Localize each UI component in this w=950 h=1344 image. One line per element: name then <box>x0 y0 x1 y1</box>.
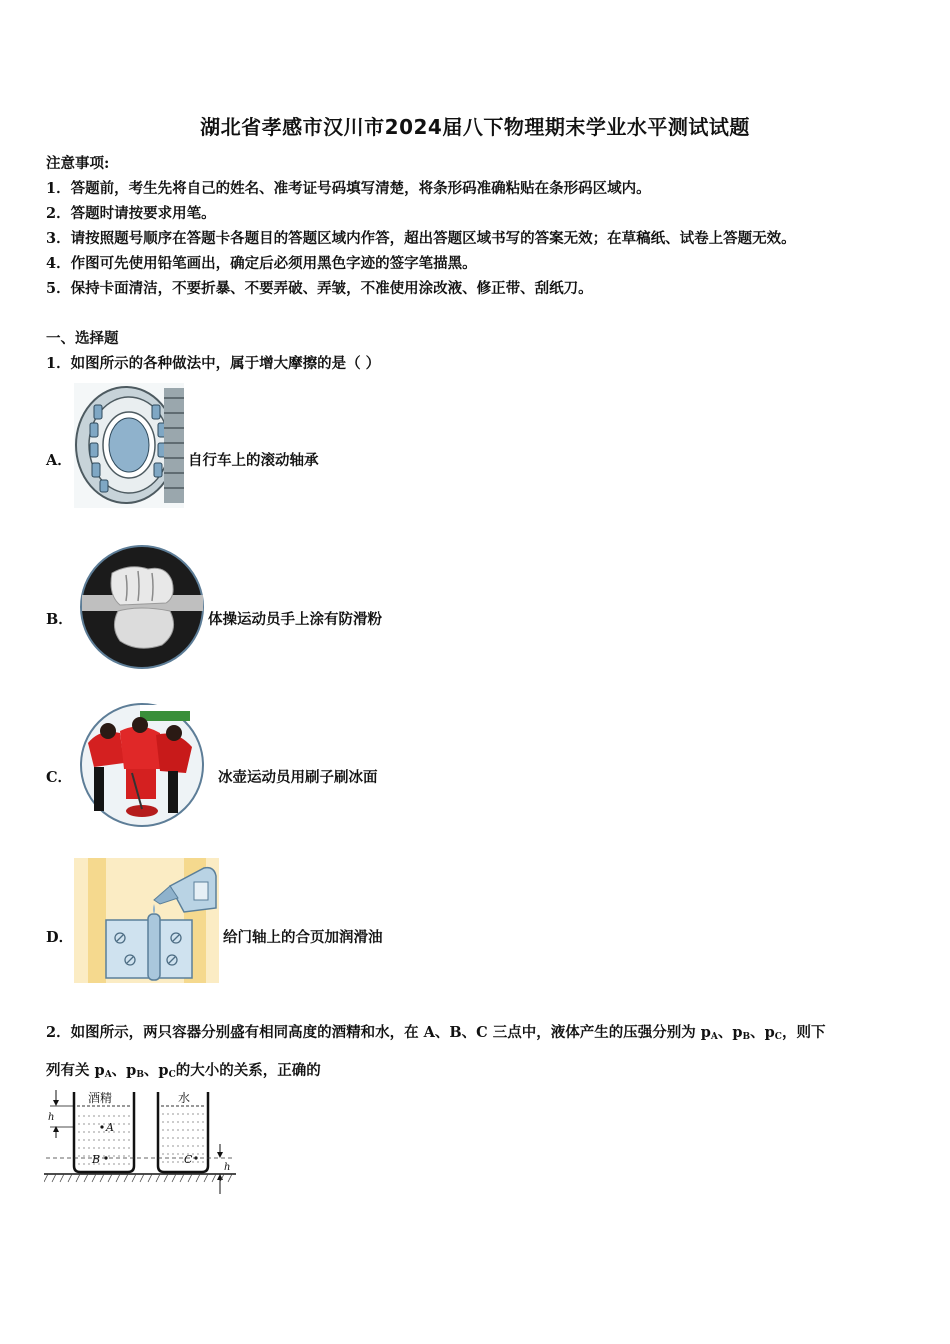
notice-item: 1．答题前，考生先将自己的姓名、准考证号码填写清楚，将条形码准确粘贴在条形码区域内。 <box>46 180 651 197</box>
notice-item: 5．保持卡面清洁，不要折暴、不要弄破、弄皱，不准使用涂改液、修正带、刮纸刀。 <box>46 280 593 297</box>
option-b-letter: B． <box>46 611 73 628</box>
question-2-line-2: 列有关 $p_A$、$p_B$、$p_C$的大小的关系，正确的 <box>46 1062 321 1080</box>
option-a-letter: A． <box>46 452 72 469</box>
option-c-text: 冰壶运动员用刷子刷冰面 <box>218 769 378 786</box>
dim-h-left: h <box>48 1112 55 1123</box>
question-2-line-1: 2．如图所示，两只容器分别盛有相同高度的酒精和水，在 A、B、C 三点中，液体产生的压强分别为 $p_A$、$p_B$、$p_C$，则下 <box>46 1024 826 1042</box>
option-c-letter: C． <box>46 769 73 786</box>
curling-image <box>80 703 205 828</box>
label-alcohol: 酒精 <box>88 1091 113 1105</box>
point-a-label: A <box>106 1121 114 1134</box>
option-a-text: 自行车上的滚动轴承 <box>188 452 319 469</box>
notice-item: 4．作图可先使用铅笔画出，确定后必须用黑色字迹的签字笔描黑。 <box>46 255 477 272</box>
containers-figure <box>44 1086 236 1198</box>
section-heading: 一、选择题 <box>46 330 119 347</box>
dim-h-right: h <box>224 1162 231 1173</box>
door-hinge-image <box>74 858 219 983</box>
notice-item: 3．请按照题号顺序在答题卡各题目的答题区域内作答，超出答题区域书写的答案无效；在草稿纸、试卷上答题无效。 <box>46 230 796 247</box>
question-1-stem: 1．如图所示的各种做法中，属于增大摩擦的是（ ） <box>46 355 381 372</box>
option-d-text: 给门轴上的合页加润滑油 <box>223 929 383 946</box>
roller-bearing-image <box>74 383 184 508</box>
notice-item: 2．答题时请按要求用笔。 <box>46 205 216 222</box>
notice-heading: 注意事项: <box>46 155 110 172</box>
option-b-text: 体操运动员手上涂有防滑粉 <box>208 611 382 628</box>
gymnast-hands-image <box>80 545 205 670</box>
option-d-letter: D． <box>46 929 74 946</box>
point-b-label: B <box>92 1153 101 1166</box>
point-c-label: C <box>184 1153 193 1166</box>
page-title: 湖北省孝感市汉川市2024届八下物理期末学业水平测试试题 <box>200 115 750 139</box>
label-water: 水 <box>178 1091 191 1105</box>
